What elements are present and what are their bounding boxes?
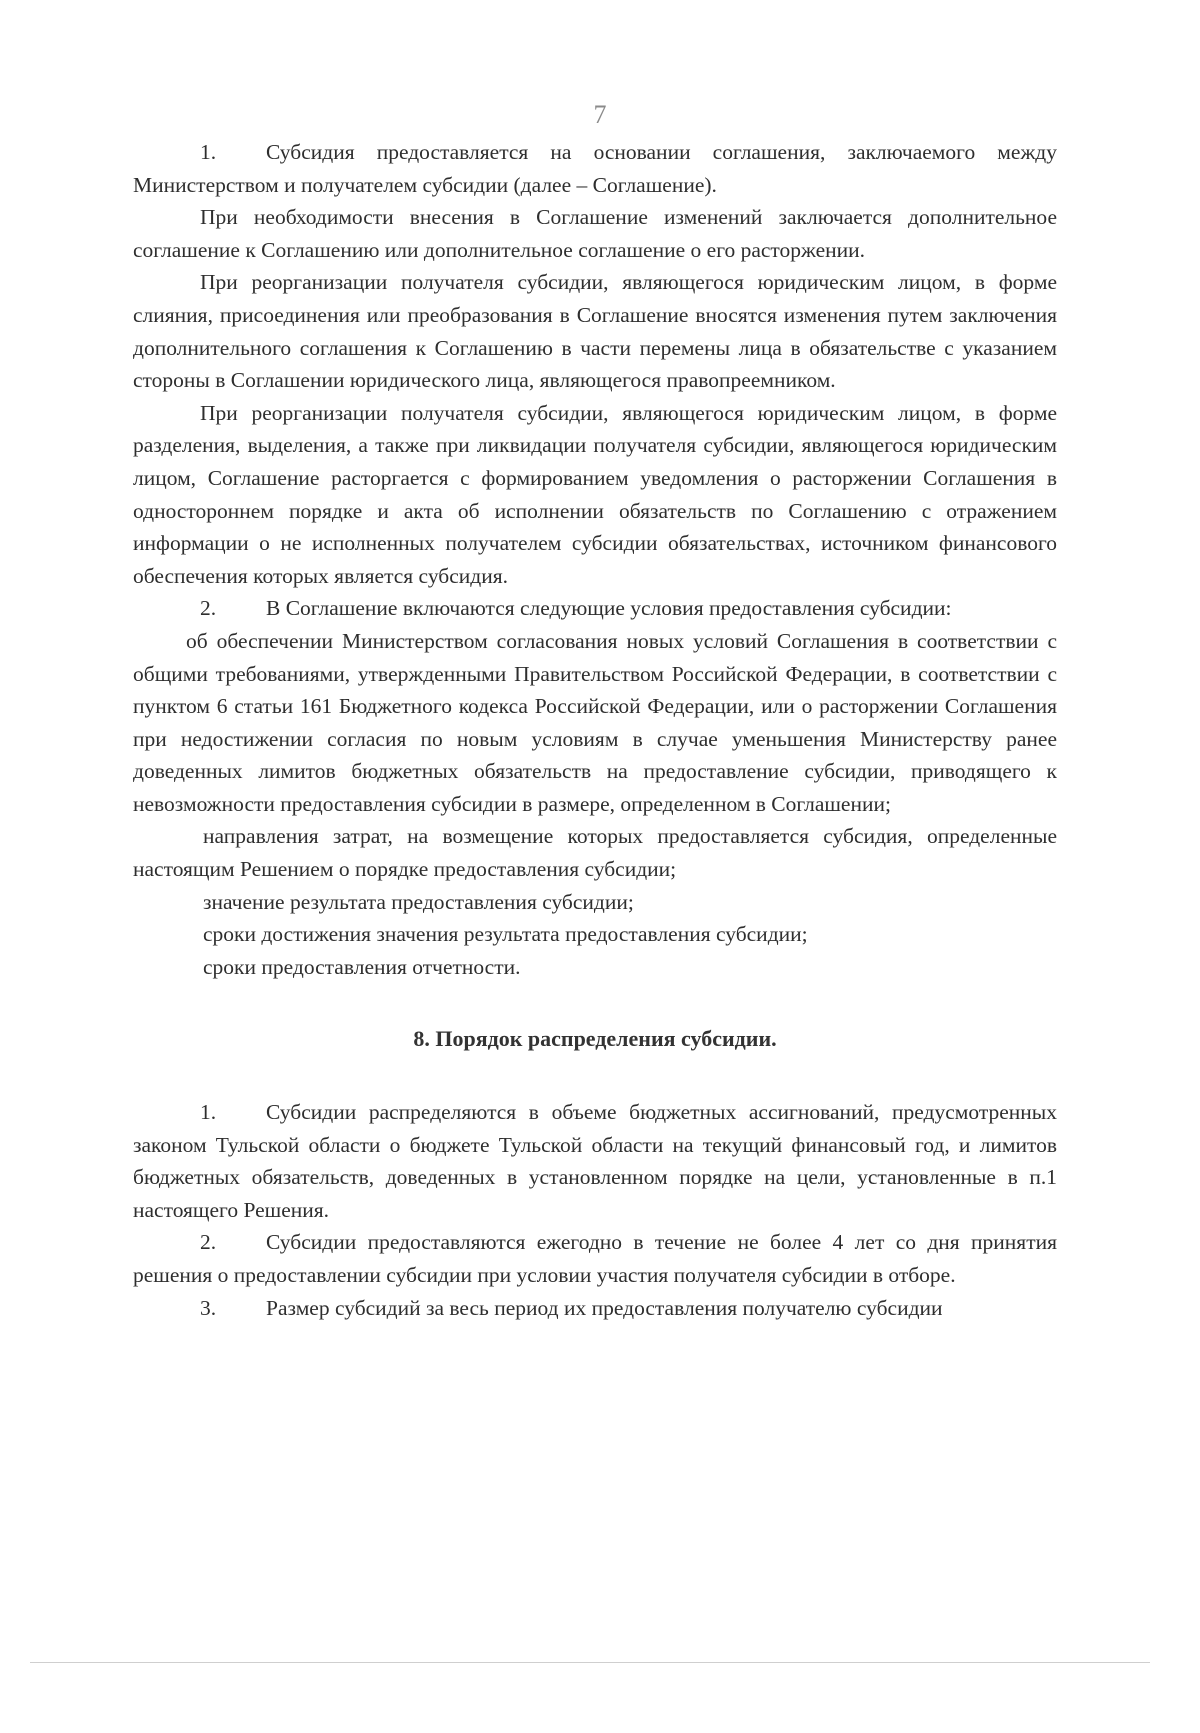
s7-p2-text: В Соглашение включаются следующие условия предоставления субсидии: xyxy=(266,596,952,621)
s8-p2-text: Субсидии предоставляются ежегодно в течение не более 4 лет со дня принятия решения о предоставлении субсидии при условии участия получателя субсидии в отборе. xyxy=(133,1230,1057,1287)
section-8-heading: 8. Порядок распределения субсидии. xyxy=(413,1026,777,1052)
s7-paragraph-2a: об обеспечении Министерством согласования новых условий Соглашения в соответствии с общими требованиями, утвержденными Правительством Российской Федерации, в соответствии с пунктом 6 статьи 161 Бюджетного кодекса Российской Федерации, или о расторжении Соглашения при недостижении согласия по новым условиям в случае уменьшения Министерству ранее доведенных лимитов бюджетных обязательств на предоставление субсидии, приводящего к невозможности предоставления субсидии в размере, определенном в Соглашении; xyxy=(133,628,1057,816)
s7-paragraph-2b: направления затрат, на возмещение которых предоставляется субсидия, определенные настоящим Решением о порядке предоставления субсидии; xyxy=(133,824,1057,882)
s8-paragraph-2 xyxy=(133,1226,1057,1291)
s8-p3-number: 3. xyxy=(200,1295,217,1320)
s8-p1-number: 1. xyxy=(200,1100,217,1125)
s7-paragraph-1a: При необходимости внесения в Соглашение изменений заключается дополнительное соглашение к Соглашению или дополнительное соглашение о его расторжении. xyxy=(133,205,1057,262)
s7-paragraph-2e: сроки предоставления отчетности. xyxy=(203,954,521,979)
document-body xyxy=(133,136,1057,1324)
s7-p2-number: 2. xyxy=(200,596,217,621)
s8-p2-number: 2. xyxy=(200,1230,217,1255)
s7-paragraph-2 xyxy=(133,592,1057,625)
s7-paragraph-1b: При реорганизации получателя субсидии, являющегося юридическим лицом, в форме слияния, присоединения или преобразования в Соглашение вносятся изменения путем заключения дополнительного соглашения к Соглашению в части перемены лица в обязательстве с указанием стороны в Соглашении юридического лица, являющегося правопреемником. xyxy=(133,270,1057,393)
s7-paragraph-2c: значение результата предоставления субсидии; xyxy=(203,889,634,914)
s7-paragraph-1 xyxy=(133,136,1057,201)
scan-edge-line xyxy=(30,1662,1150,1663)
s7-p1-text: Субсидия предоставляется на основании соглашения, заключаемого между Министерством и получателем субсидии (далее – Соглашение). xyxy=(133,140,1057,197)
s7-paragraph-2d: сроки достижения значения результата предоставления субсидии; xyxy=(203,922,808,947)
s7-paragraph-1c: При реорганизации получателя субсидии, являющегося юридическим лицом, в форме разделения, выделения, а также при ликвидации получателя субсидии, являющегося юридическим лицом, Соглашение расторгается с формированием уведомления о расторжении Соглашения в одностороннем порядке и акта об исполнении обязательств по Соглашению с отражением информации о не исполненных получателем субсидии обязательствах, источником финансового обеспечения которых является субсидия. xyxy=(133,400,1057,588)
s8-p1-text: Субсидии распределяются в объеме бюджетных ассигнований, предусмотренных законом Тульской области о бюджете Тульской области на текущий финансовый год, и лимитов бюджетных обязательств, доведенных в установленном порядке на цели, установленные в п.1 настоящего Решения. xyxy=(133,1100,1057,1222)
s7-p1-number: 1. xyxy=(200,140,217,164)
s8-paragraph-3 xyxy=(133,1292,1057,1325)
s8-paragraph-1 xyxy=(133,1096,1057,1226)
s8-p3-text: Размер субсидий за весь период их предоставления получателю субсидии xyxy=(266,1295,943,1320)
page-number: 7 xyxy=(593,100,607,129)
